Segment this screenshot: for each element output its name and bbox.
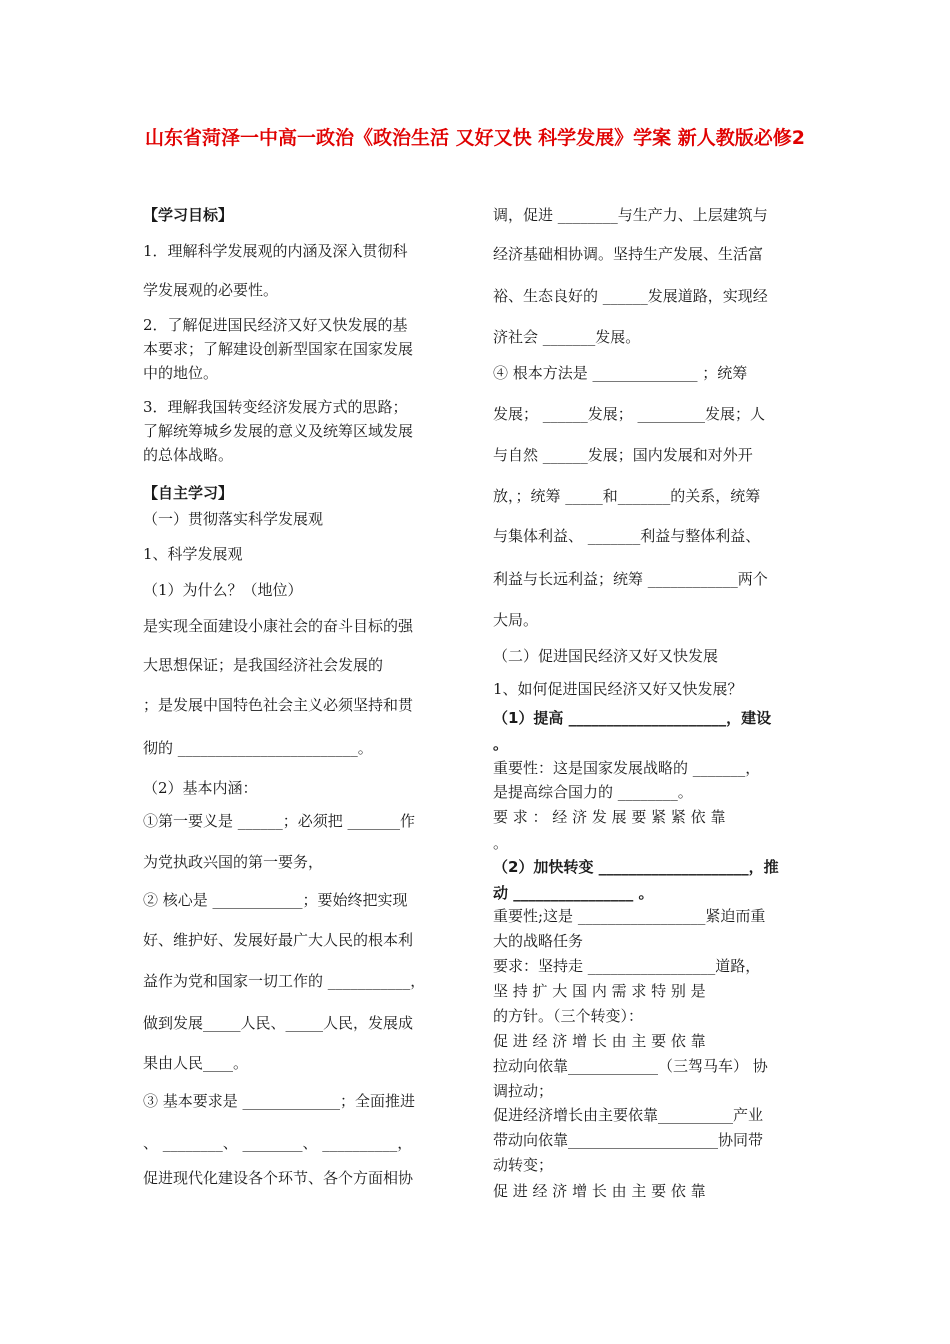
left-line: 的总体战略。 bbox=[143, 446, 234, 464]
left-line: 【学习目标】 bbox=[143, 206, 234, 224]
right-line: 济社会 _______发展。 bbox=[493, 328, 641, 346]
right-line: 要求：坚持走 _________________道路， bbox=[493, 957, 761, 975]
right-line: 与集体利益、 _______利益与整体利益、 bbox=[493, 527, 761, 545]
right-line: 重要性：这是国家发展战略的 _______， bbox=[493, 759, 761, 777]
right-line: 。 bbox=[493, 735, 509, 753]
right-line: 调，促进 ________与生产力、上层建筑与 bbox=[493, 206, 768, 224]
right-line: 动转变； bbox=[493, 1156, 554, 1174]
right-line: 促 进 经 济 增 长 由 主 要 依 靠 bbox=[493, 1032, 706, 1050]
right-line: 促 进 经 济 增 长 由 主 要 依 靠 bbox=[493, 1182, 706, 1200]
right-line: 动 ________________ 。 bbox=[493, 884, 654, 902]
right-line: 利益与长远利益；统筹 ____________两个 bbox=[493, 570, 768, 588]
left-line: 为党执政兴国的第一要务， bbox=[143, 853, 324, 871]
right-line: （1）提高 _____________________，建设 bbox=[493, 709, 772, 727]
left-line: 3．理解我国转变经济发展方式的思路； bbox=[143, 398, 408, 416]
left-line: 大思想保证；是我国经济社会发展的 bbox=[143, 656, 384, 674]
right-line: 1、如何促进国民经济又好又快发展？ bbox=[493, 680, 743, 698]
left-line: 是实现全面建设小康社会的奋斗目标的强 bbox=[143, 617, 414, 635]
left-line: ①第一要义是 ______；必须把 _______作 bbox=[143, 812, 416, 830]
right-line: ④ 根本方法是 ______________ ；统筹 bbox=[493, 364, 748, 382]
left-line: 学发展观的必要性。 bbox=[143, 281, 279, 299]
left-line: ③ 基本要求是 _____________；全面推进 bbox=[143, 1092, 416, 1110]
left-line: 彻的 ________________________。 bbox=[143, 739, 373, 757]
left-line: ② 核心是 ____________；要始终把实现 bbox=[143, 891, 408, 909]
document-title: 山东省菏泽一中高一政治《政治生活 又好又快 科学发展》学案 新人教版必修2 bbox=[144, 127, 806, 149]
right-line: 是提高综合国力的 ________。 bbox=[493, 783, 693, 801]
right-line: 大的战略任务 bbox=[493, 932, 584, 950]
right-line: 坚 持 扩 大 国 内 需 求 特 别 是 bbox=[493, 982, 706, 1000]
left-line: 果由人民____。 bbox=[143, 1054, 249, 1072]
left-line: （一）贯彻落实科学发展观 bbox=[143, 510, 324, 528]
right-line: （二）促进国民经济又好又快发展 bbox=[493, 647, 719, 665]
right-line: 。 bbox=[493, 834, 509, 852]
left-line: 【自主学习】 bbox=[143, 484, 234, 502]
right-line: 重要性;这是 _________________紧迫而重 bbox=[493, 907, 766, 925]
left-line: 、 ________、 ________、 __________， bbox=[143, 1134, 413, 1152]
left-line: 1、科学发展观 bbox=[143, 545, 243, 563]
right-line: 与自然 ______发展；国内发展和对外开 bbox=[493, 446, 753, 464]
right-line: 放，；统筹 _____和_______的关系，统筹 bbox=[493, 487, 761, 505]
left-line: （2）基本内涵： bbox=[143, 779, 258, 797]
right-line: （2）加快转变 ____________________，推 bbox=[493, 858, 779, 876]
right-line: 大局。 bbox=[493, 611, 539, 629]
right-line: 经济基础相协调。坚持生产发展、生活富 bbox=[493, 245, 764, 263]
right-line: 的方针。（三个转变）： bbox=[493, 1007, 644, 1025]
left-line: ；是发展中国特色社会主义必须坚持和贯 bbox=[143, 696, 414, 714]
left-line: 本要求；了解建设创新型国家在国家发展 bbox=[143, 340, 414, 358]
right-line: 促进经济增长由主要依靠__________产业 bbox=[493, 1106, 764, 1124]
right-line: 裕、生态良好的 ______发展道路，实现经 bbox=[493, 287, 768, 305]
left-line: 益作为党和国家一切工作的 ___________， bbox=[143, 972, 426, 990]
left-line: 做到发展_____人民、_____人民，发展成 bbox=[143, 1014, 414, 1032]
right-line: 拉动向依靠____________（三驾马车） 协 bbox=[493, 1057, 768, 1075]
right-line: 发展； ______发展； _________发展；人 bbox=[493, 405, 766, 423]
left-line: 促进现代化建设各个环节、各个方面相协 bbox=[143, 1169, 414, 1187]
left-line: 中的地位。 bbox=[143, 364, 219, 382]
left-line: 1．理解科学发展观的内涵及深入贯彻科 bbox=[143, 242, 408, 260]
right-line: 带动向依靠____________________协同带 bbox=[493, 1131, 764, 1149]
right-line: 调拉动； bbox=[493, 1082, 554, 1100]
left-line: 好、维护好、发展好最广大人民的根本利 bbox=[143, 931, 414, 949]
left-line: 2．了解促进国民经济又好又快发展的基 bbox=[143, 316, 408, 334]
left-line: （1）为什么？（地位） bbox=[143, 581, 303, 599]
left-line: 了解统筹城乡发展的意义及统筹区域发展 bbox=[143, 422, 414, 440]
right-line: 要 求 ： 经 济 发 展 要 紧 紧 依 靠 bbox=[493, 808, 726, 826]
